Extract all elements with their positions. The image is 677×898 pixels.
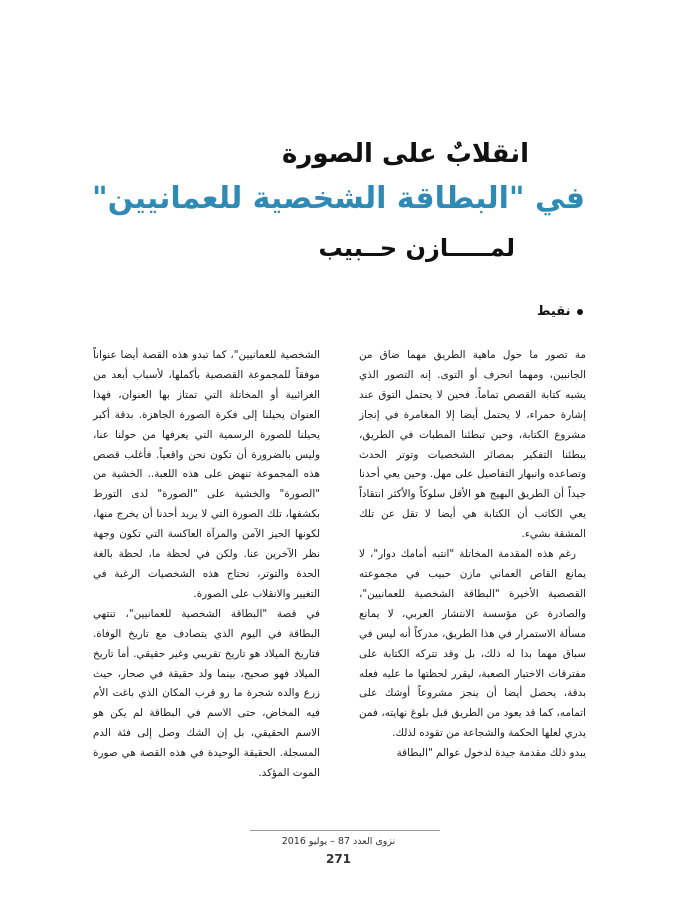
paragraph: يبدو ذلك مقدمة جيدة لدخول عوالم "البطاقة [396,747,586,760]
paragraph: رغم هذه المقدمة المخاتلة "انتبه أمامك دوار"، لا يمانع القاص العماني مازن حبيب في مجموعته القصصية الأخيرة "البطاقة الشخصية للعمانيين"، والصادرة عن مؤسسة الانتشار العربي، لا يمانع مسألة الاستمرار في هذا الطريق، مدركاً أنه ليس في سباق مهما بدا له ذلك، بل وقد تتركه الكتابة على مفترقات الاختيار الصعبة، ليقرر لحظتها ما عليه فعله بدقة، يحصل أيضا أن ينجز مشروعاً أوشك على اتمامه، كما قد يعود من الطريق قبل بلوغ نهايته، فمن يدري لعلها الحكمة والشجاعة من تقوده لذلك. [359,548,586,740]
article-subtitle: في "البطاقة الشخصية للعمانيين" [92,181,585,216]
paragraph: الشخصية للعمانيين"، كما تبدو هذه القصة أيضا عنواناً موفقاً للمجموعة القصصية بأكملها، لأسباب أبعد من الغرائبية أو المخاتلة التي تمتاز بها العنوان، فهذا العنوان يحيلنا إلى فكرة الصورة الجاهزة. بدقة أكبر يحيلنا للصورة الرسمية التي يعرفها من حولنا عنا، وليس بالضرورة أن تكون نحن واقعياً. فأغلب قصص هذه المجموعة تنهض على هذه اللعبة.. الخشية من "الصورة" والخشية على "الصورة" لدى التورط بكشفها، تلك الصورة التي لا يريد أحدنا أن يخرج منها، لكونها الحيز الآمن والمرآة العاكسة التي تكون وجهة نظر الآخرين عنا. ولكن في لحظة ما، لحظة بالغة الحدة والتوتر، تحتاج هذه الشخصيات الرغبة في التغيير والانقلاب على الصورة. [93,349,320,600]
article-title: انقلابٌ على الصورة [282,139,529,169]
article-title-block [85,134,585,270]
page-number: 271 [325,852,352,866]
reviewer-byline [537,304,583,319]
paragraph: في قصة "البطاقة الشخصية للعمانيين"، تنتهي البطاقة في اليوم الذي يتصادف مع تاريخ الوفاة. فتاريخ الميلاد هو تاريخ تقريبي وغير حقيقي. أما تاريخ الميلاد فهو صحيح، بينما ولد حقيقة في صحار، حيث زرع والده شجرة ما رو قرب المكان الذي باغت الأم فيه المخاض، حتى الاسم في البطاقة لم يكن هو الاسم الحقيقي، بل إن الشك وصل إلى فئة الدم المسجلة. الحقيقة الوحيدة في هذه القصة هي صورة الموت المؤكد. [93,607,320,780]
footer-divider [250,830,440,831]
reviewer-name: نقيط [537,304,571,319]
paragraph: مة تصور ما حول ماهية الطريق مهما ضاق من الجانبين، ومهما انحرف أو التوى. إنه التصور الذي يشبه كتابة القصص تماماً. فحين لا يحتمل التوق عند إشارة حمراء، لا يحتمل أيضا إلا المغامرة في إنجاز مشروع الكتابة، وحين تبطئنا المطبات في الطريق، يبطئنا التفكير بمصائر الشخصيات وتوتر الحدث وتصاعده وانبهار التفاصيل على مهل. وحين يعي أحدنا جيداً أن الطريق البهيج هو الأقل سلوكاً والأكثر انتقاداً يعي الكاتب أن الكتابة هي أيضا لا تقل عن تلك المشقة بشيء. [359,349,586,541]
footer-issue-info: نزوى العدد 87 – يوليو 2016 [281,836,396,847]
article-author: لمـــــازن حــبيب [318,234,515,262]
body-column-left [93,346,320,784]
body-column-right [359,346,586,764]
bullet-icon [577,309,583,315]
